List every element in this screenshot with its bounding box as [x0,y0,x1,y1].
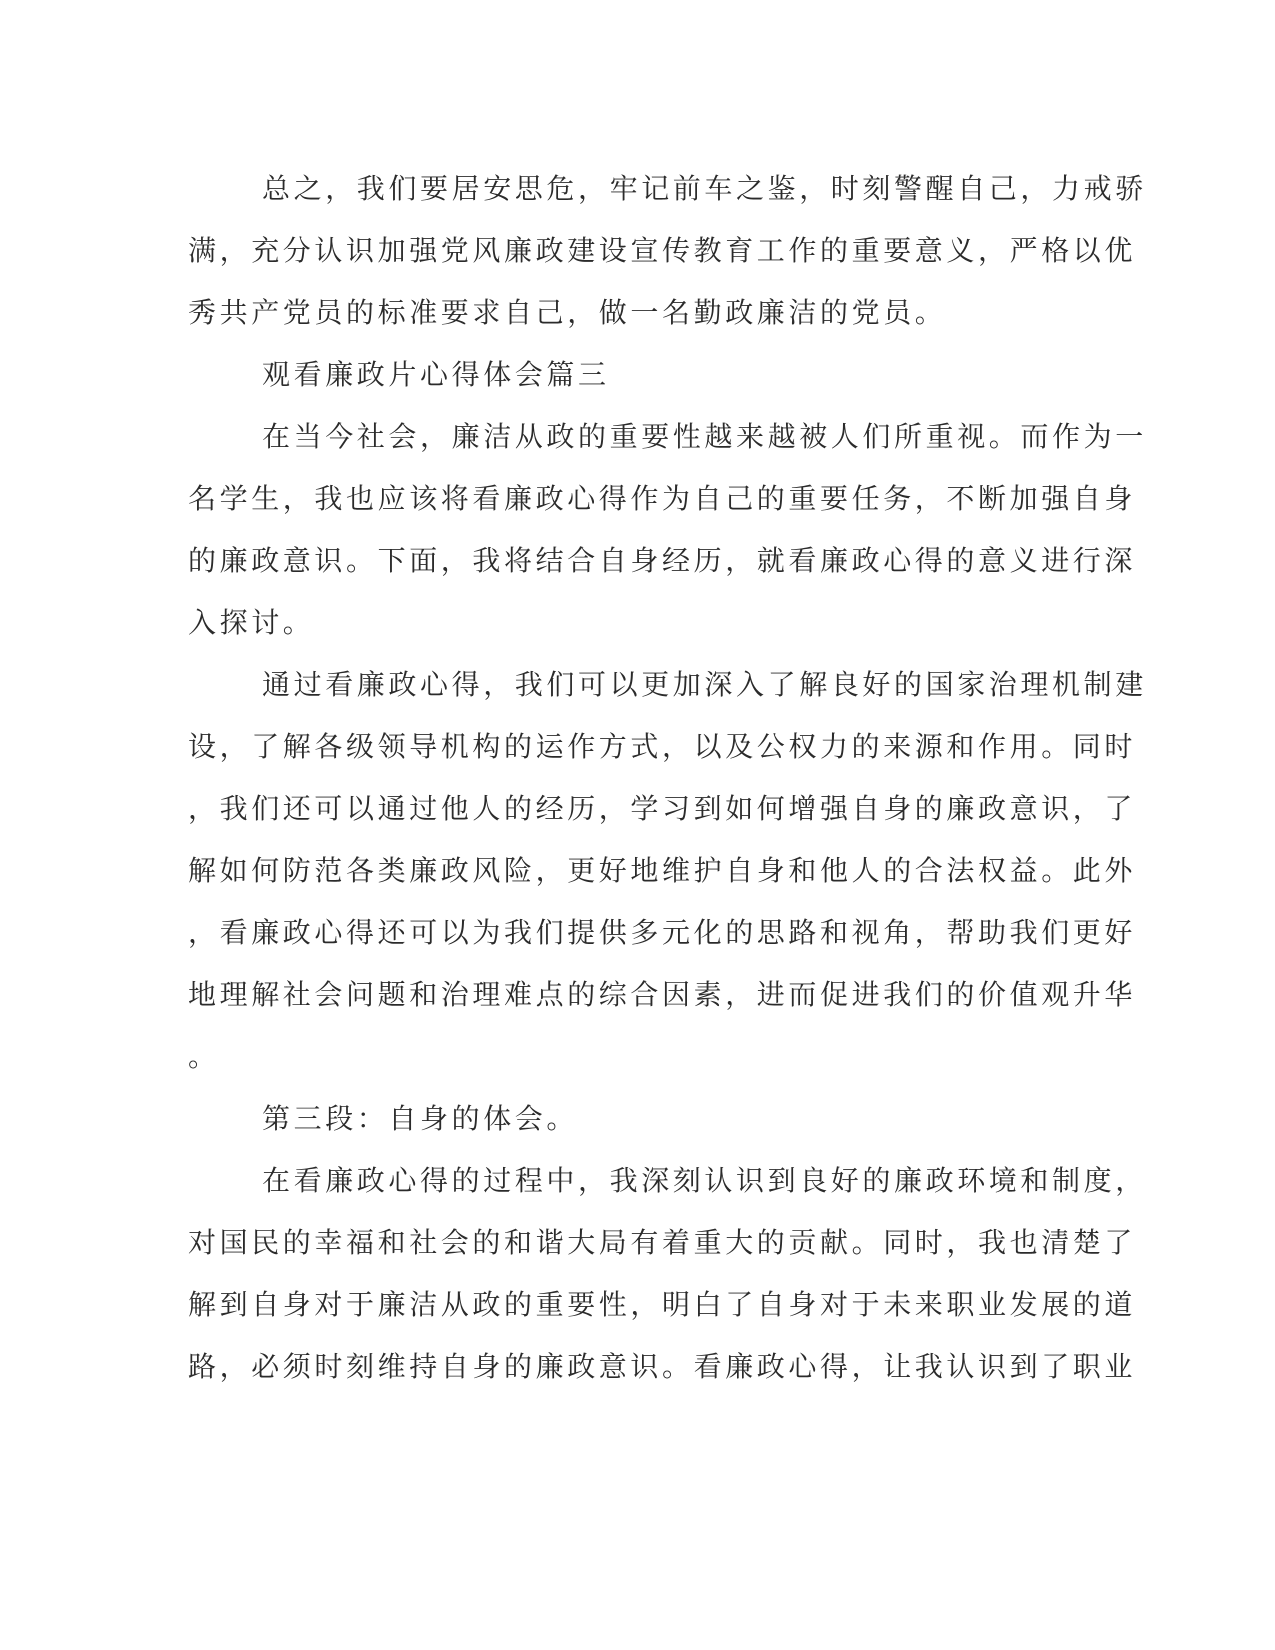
paragraph-2-line-3: 的廉政意识。下面，我将结合自身经历，就看廉政心得的意义进行深 [188,544,1137,577]
paragraph-4-line-3: 解到自身对于廉洁从政的重要性，明白了自身对于未来职业发展的道 [188,1288,1137,1321]
subsection-heading: 第三段：自身的体会。 [262,1102,579,1135]
section-heading: 观看廉政片心得体会篇三 [262,358,610,391]
paragraph-2-line-1: 在当今社会，廉洁从政的重要性越来越被人们所重视。而作为一 [262,420,1147,453]
paragraph-3-line-6: 地理解社会问题和治理难点的综合因素，进而促进我们的价值观升华 [188,978,1137,1011]
paragraph-3-line-7: 。 [188,1040,220,1073]
paragraph-4-line-1: 在看廉政心得的过程中，我深刻认识到良好的廉政环境和制度， [262,1164,1147,1197]
paragraph-3-line-4: 解如何防范各类廉政风险，更好地维护自身和他人的合法权益。此外 [188,854,1137,887]
paragraph-2-line-2: 名学生，我也应该将看廉政心得作为自己的重要任务，不断加强自身 [188,482,1137,515]
paragraph-4-line-2: 对国民的幸福和社会的和谐大局有着重大的贡献。同时，我也清楚了 [188,1226,1137,1259]
paragraph-4-line-4: 路，必须时刻维持自身的廉政意识。看廉政心得，让我认识到了职业 [188,1350,1137,1383]
paragraph-2-line-4: 入探讨。 [188,606,315,639]
paragraph-1-line-3: 秀共产党员的标准要求自己，做一名勤政廉洁的党员。 [188,296,947,329]
paragraph-1-line-1: 总之，我们要居安思危，牢记前车之鉴，时刻警醒自己，力戒骄 [262,172,1147,205]
paragraph-3-line-5: ，看廉政心得还可以为我们提供多元化的思路和视角，帮助我们更好 [188,916,1137,949]
paragraph-1-line-2: 满，充分认识加强党风廉政建设宣传教育工作的重要意义，严格以优 [188,234,1137,267]
paragraph-3-line-3: ，我们还可以通过他人的经历，学习到如何增强自身的廉政意识，了 [188,792,1137,825]
paragraph-3-line-2: 设，了解各级领导机构的运作方式，以及公权力的来源和作用。同时 [188,730,1137,763]
paragraph-3-line-1: 通过看廉政心得，我们可以更加深入了解良好的国家治理机制建 [262,668,1147,701]
